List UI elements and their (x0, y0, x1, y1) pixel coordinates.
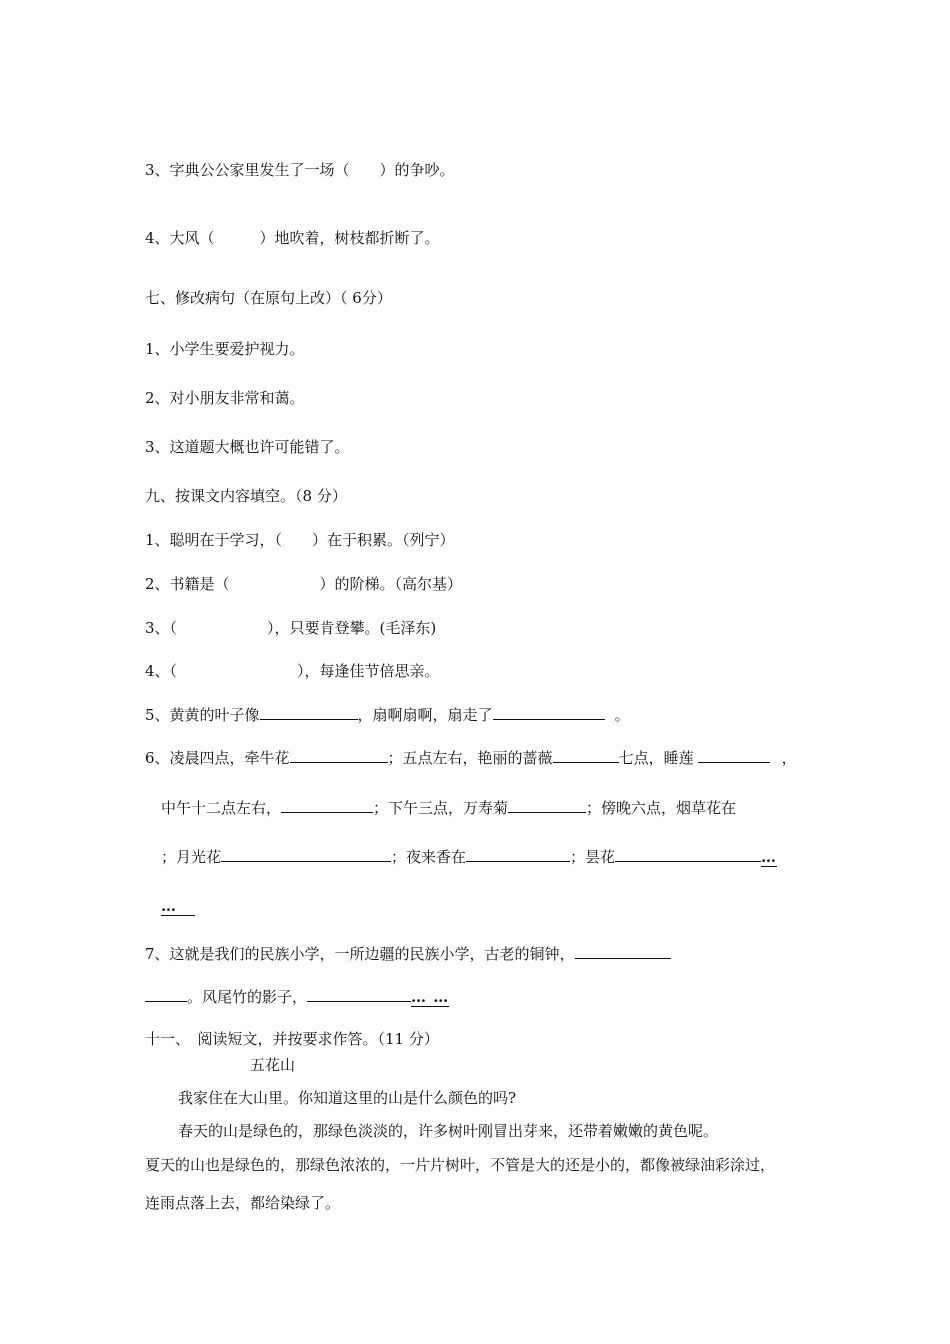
fill-1: 1、聪明在于学习，（ ）在于积累。（列宁） (145, 531, 455, 549)
fill-6-line-3 (161, 847, 777, 867)
ellipsis: … (161, 897, 195, 916)
fill-5-text-c: 。 (614, 706, 630, 724)
fill-6-text-a: 6、凌晨四点，牵牛花 (145, 749, 290, 767)
answer-blank[interactable] (493, 705, 605, 720)
fill-5 (145, 705, 630, 725)
ellipsis: … … (411, 988, 450, 1006)
fill-6-text-c: 七点，睡莲 (618, 749, 694, 767)
fill-6-text-i: ；夜来香在 (391, 848, 467, 866)
passage-paragraph-1: 我家住在大山里。你知道这里的山是什么颜色的吗? (178, 1089, 517, 1107)
question-4-line: 4、大风（ ）地吹着，树枝都折断了。 (145, 229, 440, 247)
fill-3: 3、（ ），只要肯登攀。(毛泽东) (145, 619, 437, 637)
answer-blank[interactable] (221, 847, 391, 862)
answer-blank[interactable] (698, 748, 770, 763)
fill-4: 4、（ ），每逢佳节倍思亲。 (145, 662, 440, 680)
fill-5-text-a: 5、黄黄的叶子像 (145, 706, 260, 724)
passage-paragraph-2: 春天的山是绿色的，那绿色淡淡的，许多树叶刚冒出芽来，还带着嫩嫩的黄色呢。 (178, 1122, 719, 1140)
fill-6-text-g: ；傍晚六点，烟草花在 (586, 799, 737, 817)
fill-6-line-1 (145, 748, 797, 768)
answer-blank[interactable] (290, 748, 388, 763)
fill-6-text-d: ， (781, 749, 797, 767)
question-3-line: 3、字典公公家里发生了一场（ ）的争吵。 (145, 161, 455, 179)
fill-7-line-1 (145, 944, 671, 964)
answer-blank[interactable] (575, 944, 671, 959)
sentence-1: 1、小学生要爱护视力。 (145, 340, 305, 358)
section-9-heading: 九、按课文内容填空。（8 分） (145, 487, 347, 505)
answer-blank[interactable] (281, 798, 373, 813)
fill-6-text-e: 中午十二点左右， (161, 799, 282, 817)
answer-blank[interactable] (307, 987, 411, 1002)
fill-7-text-a: 7、这就是我们的民族小学，一所边疆的民族小学，古老的铜钟， (145, 945, 575, 963)
section-11-heading: 十一、 阅读短文，并按要求作答。（11 分） (145, 1030, 439, 1048)
ellipsis: … (761, 848, 778, 866)
passage-paragraph-3-cont: 连雨点落上去，都给染绿了。 (145, 1194, 341, 1212)
fill-6-text-b: ；五点左右，艳丽的蔷薇 (387, 749, 553, 767)
fill-6-line-2 (161, 798, 736, 818)
answer-blank[interactable] (466, 847, 570, 862)
fill-5-text-b: ，扇啊扇啊，扇走了 (357, 706, 493, 724)
answer-blank[interactable] (553, 748, 619, 763)
answer-blank[interactable] (615, 847, 761, 862)
sentence-2: 2、对小朋友非常和蔼。 (145, 389, 305, 407)
fill-6-text-h: ；月光花 (161, 848, 222, 866)
passage-title: 五花山 (250, 1056, 296, 1074)
fill-7-line-2 (145, 987, 449, 1007)
section-7-heading: 七、修改病句（在原句上改）（ 6分） (145, 289, 392, 307)
fill-2: 2、书籍是（ ）的阶梯。（高尔基） (145, 575, 463, 593)
sentence-3: 3、这道题大概也许可能错了。 (145, 438, 350, 456)
fill-6-line-4 (161, 896, 195, 916)
fill-6-text-j: ；昙花 (570, 848, 616, 866)
passage-paragraph-3: 夏天的山也是绿色的，那绿色浓浓的，一片片树叶，不管是大的还是小的，都像被绿油彩涂过， (145, 1156, 776, 1174)
fill-6-text-f: ；下午三点，万寿菊 (373, 799, 509, 817)
answer-blank[interactable] (145, 987, 187, 1002)
answer-blank[interactable] (260, 705, 358, 720)
fill-7-text-b: 。风尾竹的影子， (187, 988, 308, 1006)
answer-blank[interactable] (508, 798, 586, 813)
